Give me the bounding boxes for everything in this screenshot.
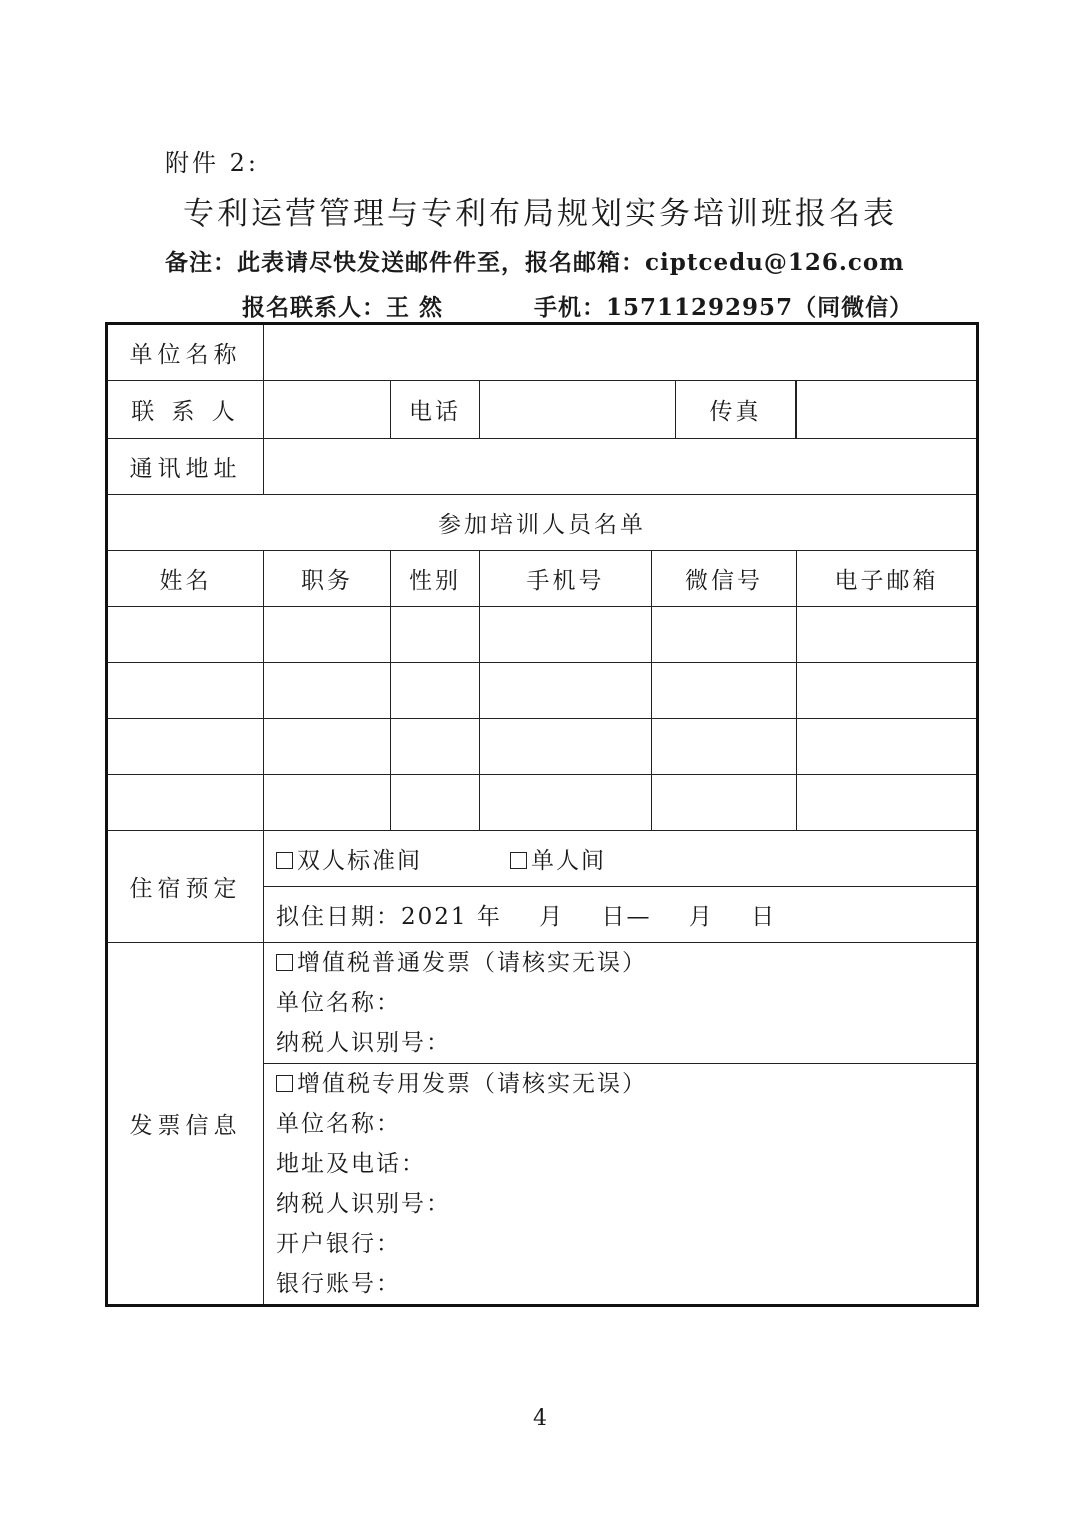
contact-label: 联 系 人 <box>107 381 264 439</box>
page-number: 4 <box>533 1406 547 1431</box>
normal-invoice-taxid-field[interactable]: 纳税人识别号： <box>276 1030 451 1056</box>
column-header-gender: 性别 <box>391 551 480 607</box>
unit-name-row <box>107 324 978 381</box>
attachment-label: 附件 2: <box>165 149 259 177</box>
column-header-name: 姓名 <box>107 551 264 607</box>
participant-wechat-cell[interactable] <box>652 607 797 663</box>
stay-date-cell[interactable] <box>264 887 978 943</box>
special-invoice-cell <box>264 1064 978 1306</box>
participant-gender-cell[interactable] <box>391 775 480 831</box>
fax-field[interactable] <box>797 381 978 439</box>
special-invoice-account-field[interactable]: 银行账号： <box>276 1271 401 1297</box>
phone-field[interactable] <box>480 381 676 438</box>
address-row <box>107 439 978 495</box>
participant-position-cell[interactable] <box>264 607 391 663</box>
participant-mobile-cell[interactable] <box>480 663 652 719</box>
room-type-cell <box>264 831 978 887</box>
phone-fax-subtable <box>480 381 796 438</box>
column-header-mobile: 手机号 <box>480 551 652 607</box>
submission-note: 备注：此表请尽快发送邮件件至，报名邮箱：ciptcedu@126.com <box>165 249 905 276</box>
participant-wechat-cell[interactable] <box>652 719 797 775</box>
contact-row <box>107 381 978 439</box>
phone-fax-cell <box>480 381 797 439</box>
unit-name-field[interactable] <box>264 324 978 381</box>
participants-header-row <box>107 551 978 607</box>
participant-email-cell[interactable] <box>797 607 978 663</box>
accommodation-label: 住宿预定 <box>107 831 264 943</box>
participant-name-cell[interactable] <box>107 719 264 775</box>
special-invoice-option <box>276 1064 964 1104</box>
participant-position-cell[interactable] <box>264 719 391 775</box>
address-label: 通讯地址 <box>107 439 264 495</box>
normal-invoice-title: 增值税普通发票（请核实无误） <box>297 950 647 976</box>
special-invoice-unit-field[interactable]: 单位名称： <box>276 1111 401 1137</box>
participant-wechat-cell[interactable] <box>652 775 797 831</box>
contact-person: 报名联系人：王 然 <box>242 294 444 321</box>
contact-field[interactable] <box>264 381 391 439</box>
participant-mobile-cell[interactable] <box>480 719 652 775</box>
address-field[interactable] <box>264 439 978 495</box>
participant-row <box>107 775 978 831</box>
phone-label: 电话 <box>391 381 480 439</box>
participants-title: 参加培训人员名单 <box>107 495 978 551</box>
normal-invoice-checkbox[interactable] <box>276 954 293 971</box>
normal-invoice-option <box>276 943 964 983</box>
participant-gender-cell[interactable] <box>391 719 480 775</box>
special-invoice-title: 增值税专用发票（请核实无误） <box>297 1071 647 1097</box>
normal-invoice-unit-field[interactable]: 单位名称： <box>276 990 401 1016</box>
stay-day-end: 日 <box>751 904 777 930</box>
single-room-checkbox[interactable] <box>510 852 527 869</box>
invoice-label: 发票信息 <box>107 943 264 1306</box>
stay-month-end: 月 <box>688 904 714 930</box>
participant-mobile-cell[interactable] <box>480 775 652 831</box>
registration-table <box>105 322 979 1307</box>
participant-email-cell[interactable] <box>797 663 978 719</box>
special-invoice-checkbox[interactable] <box>276 1075 293 1092</box>
participant-row <box>107 719 978 775</box>
participant-name-cell[interactable] <box>107 775 264 831</box>
participant-name-cell[interactable] <box>107 663 264 719</box>
participant-mobile-cell[interactable] <box>480 607 652 663</box>
special-invoice-address-field[interactable]: 地址及电话： <box>276 1151 426 1177</box>
column-header-position: 职务 <box>264 551 391 607</box>
participant-name-cell[interactable] <box>107 607 264 663</box>
normal-invoice-cell <box>264 943 978 1064</box>
double-room-label: 双人标准间 <box>297 848 422 874</box>
accommodation-row <box>107 831 978 887</box>
invoice-normal-row <box>107 943 978 1064</box>
participant-email-cell[interactable] <box>797 719 978 775</box>
participant-position-cell[interactable] <box>264 775 391 831</box>
column-header-wechat: 微信号 <box>652 551 797 607</box>
participant-gender-cell[interactable] <box>391 607 480 663</box>
double-room-checkbox[interactable] <box>276 852 293 869</box>
unit-name-label: 单位名称 <box>107 324 264 381</box>
participant-gender-cell[interactable] <box>391 663 480 719</box>
stay-day-start: 日— <box>601 904 652 930</box>
stay-date-prefix: 拟住日期：2021 年 <box>276 904 502 930</box>
participant-email-cell[interactable] <box>797 775 978 831</box>
form-title: 专利运营管理与专利布局规划实务培训班报名表 <box>183 196 897 232</box>
stay-month-start: 月 <box>539 904 565 930</box>
contact-phone: 手机：15711292957（同微信） <box>534 294 914 321</box>
contact-line <box>242 289 913 322</box>
fax-label: 传真 <box>676 381 796 438</box>
participant-row <box>107 607 978 663</box>
column-header-email: 电子邮箱 <box>797 551 978 607</box>
participant-position-cell[interactable] <box>264 663 391 719</box>
single-room-label: 单人间 <box>531 848 606 874</box>
special-invoice-bank-field[interactable]: 开户银行： <box>276 1231 401 1257</box>
special-invoice-taxid-field[interactable]: 纳税人识别号： <box>276 1191 451 1217</box>
participant-row <box>107 663 978 719</box>
participants-title-row <box>107 495 978 551</box>
participant-wechat-cell[interactable] <box>652 663 797 719</box>
